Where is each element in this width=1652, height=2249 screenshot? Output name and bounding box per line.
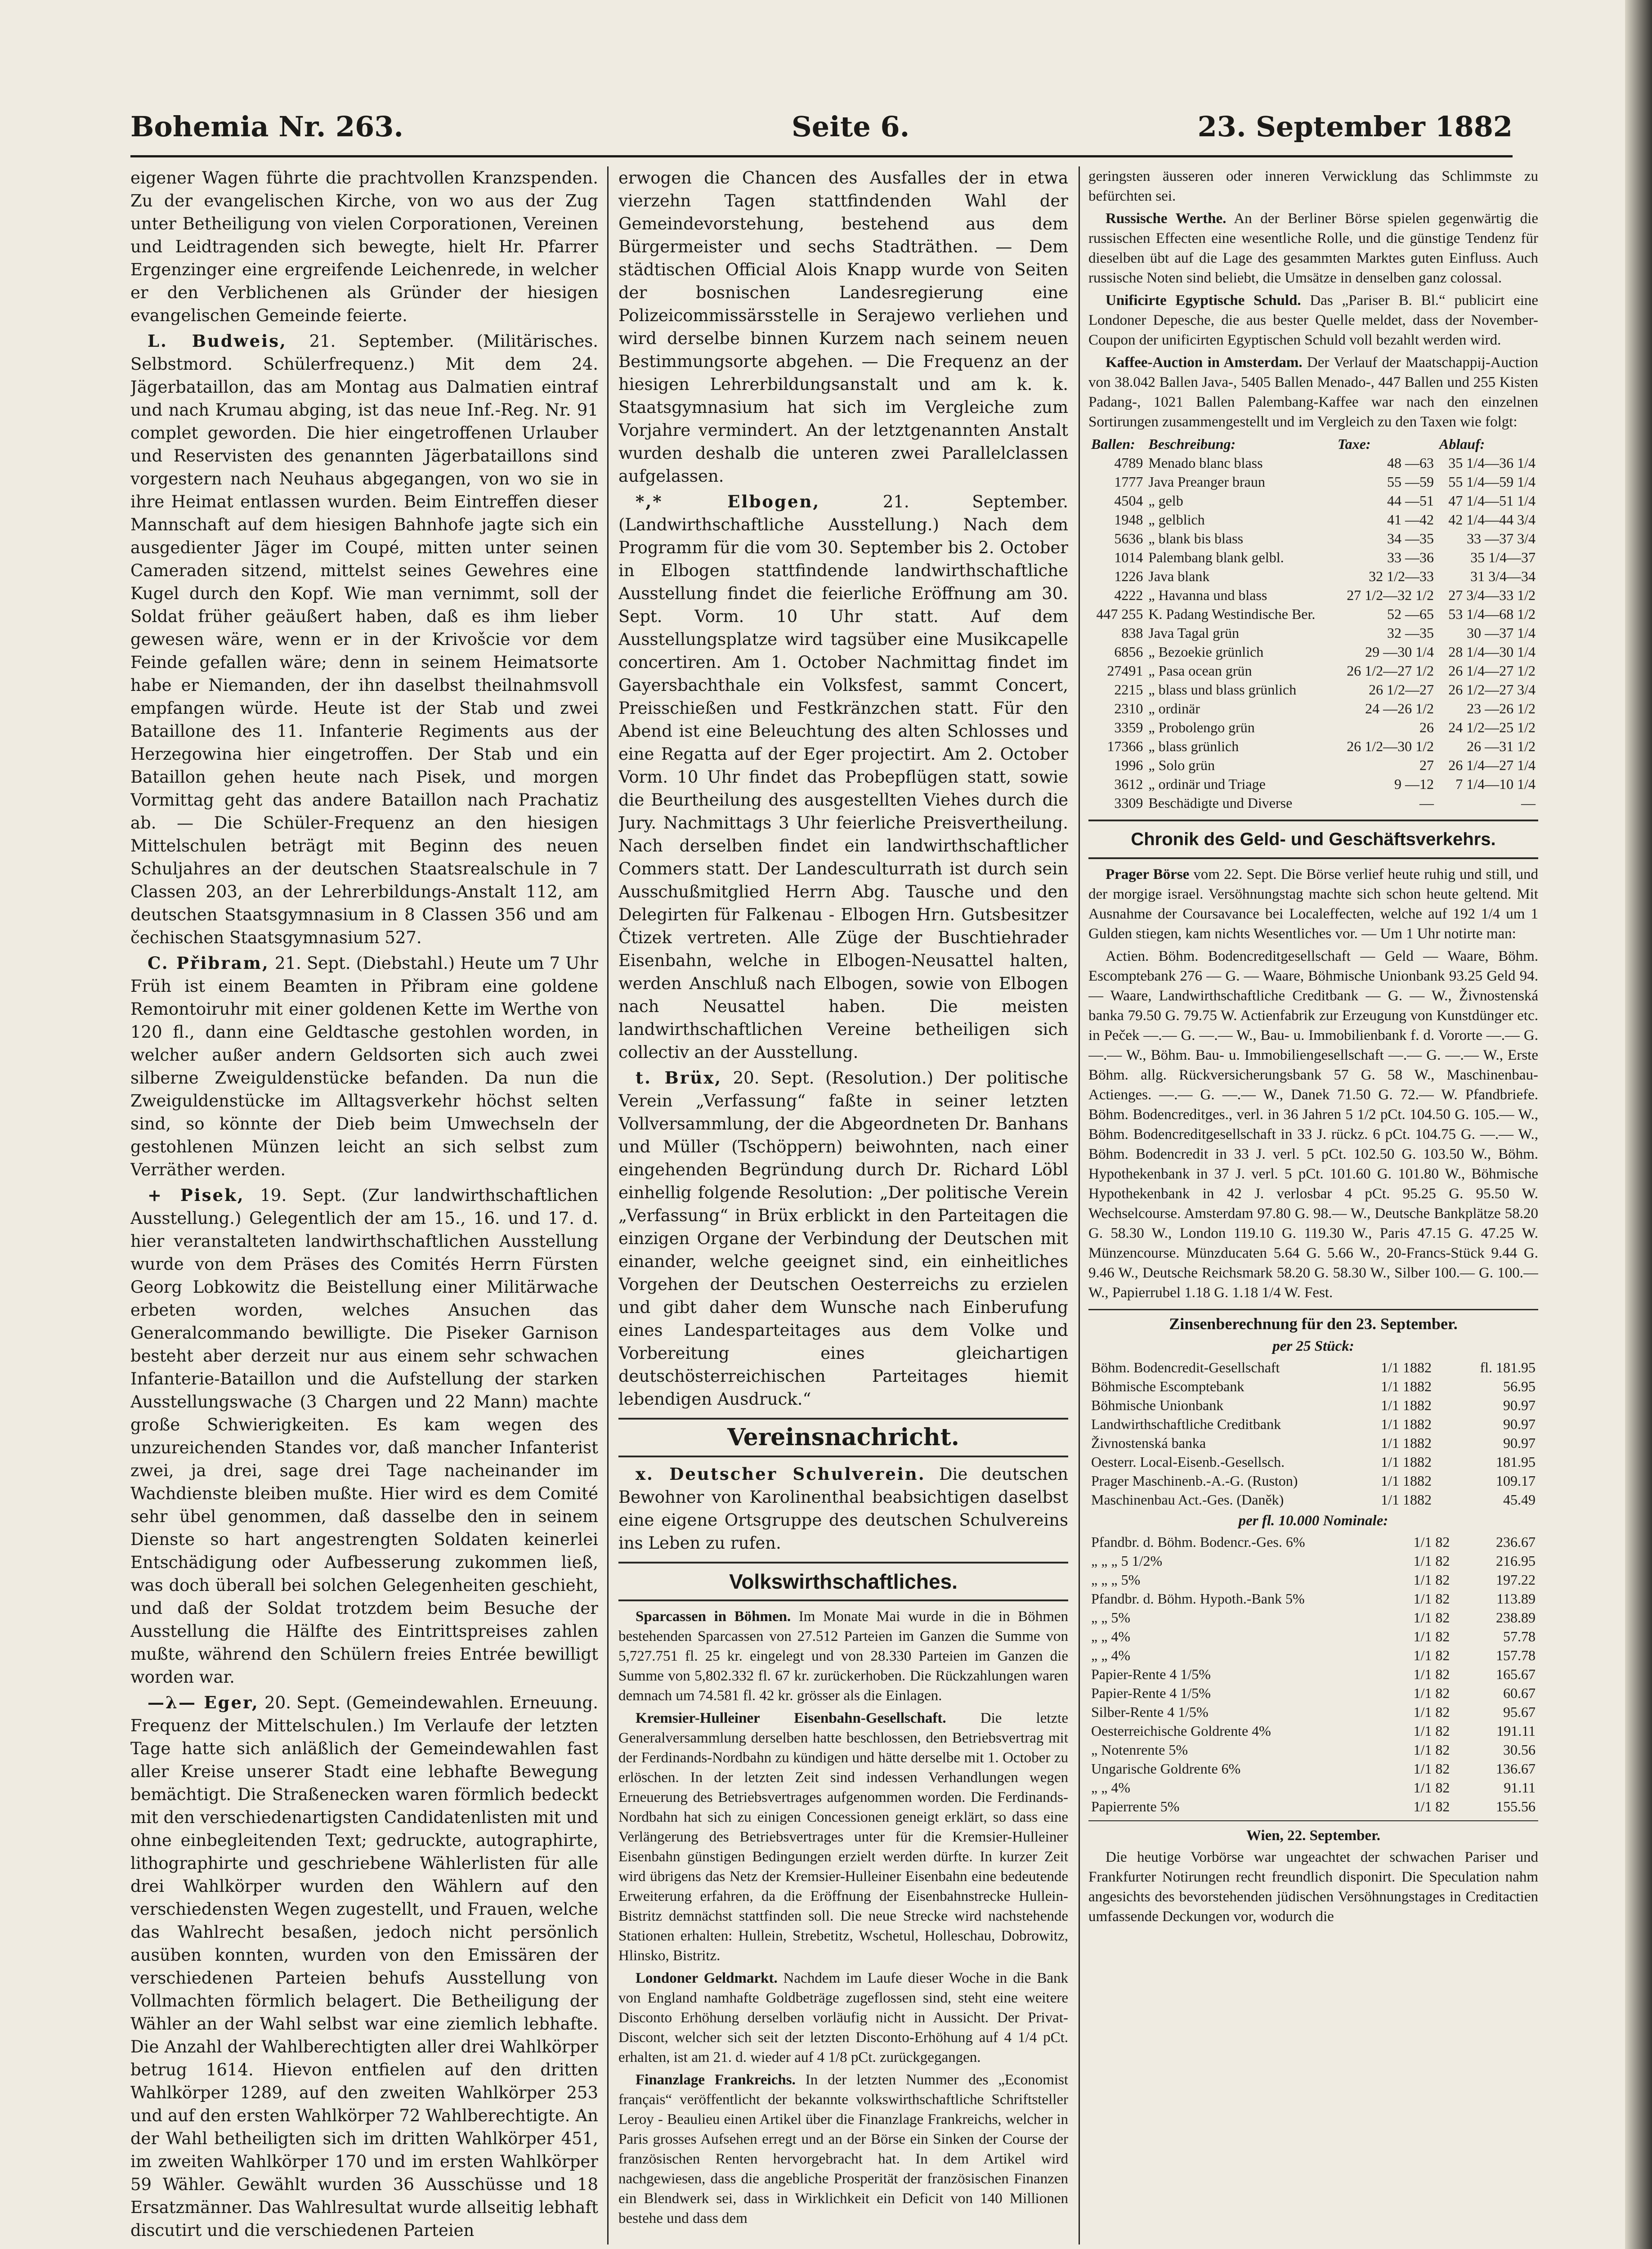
table-cell: 4222 <box>1114 587 1143 603</box>
article-text: Die letzte Generalversammlung derselben hatte beschlossen, den Betriebsvertrag mit der Ferdinands-Nordbahn zu kündigen und hätte derselbe mit 1. October zu erlöschen. In der letzten Zeit sind indessen Verhandlungen wegen Erneuerung des Betriebsvertrages aufgenommen worden. Die Ferdinands-Nordbahn hat sich zu einigen Concessionen geneigt erklärt, so dass eine Verlängerung des Betriebsvertrages unter für die Kremsier-Hulleiner Eisenbahn günstigen Bedingungen erzielt werden dürfte. In kurzer Zeit wird übrigens das Netz der Kremsier-Hulleiner Eisenbahn eine bedeutende Erweiterung erfahren, da die Eröffnung der Eisenbahnstrecke Hullein-Bistritz demnächst stattfinden soll. Die neue Strecke wird nachstehende Stationen erhalten: Hullein, Strebetitz, Wschetul, Holleschau, Dobrowitz, Hlinsko, Bistritz. <box>618 1710 1068 1964</box>
section-title-vereinsnachricht: Vereinsnachricht. <box>618 1418 1068 1457</box>
table-cell: 1996 <box>1114 757 1143 773</box>
table-cell: 30 —37 1/4 <box>1467 625 1536 641</box>
article-text: Nachdem im Laufe dieser Woche in die Bank von England namhafte Goldbeträge zugeflossen sind, steht eine weitere Disconto Erhöhung derselben vorläufig nicht in Aussicht. Der Privat-Discont, welcher sich seit der letzten Disconto-Erhöhung auf 4 1/4 pCt. erhalten, ist am 21. d. wieder auf 4 1/8 pCt. zurückgegangen. <box>618 1970 1068 2065</box>
table-cell: Java Tagal grün <box>1148 625 1239 641</box>
table-row <box>1088 1570 1538 1589</box>
table-cell: 27 1/2—32 1/2 <box>1347 587 1434 603</box>
table-cell: 4789 <box>1114 455 1143 471</box>
table-cell: 55 1/4—59 1/4 <box>1448 474 1536 490</box>
table-cell: „ gelb <box>1148 493 1183 509</box>
article-paragraph <box>618 1968 1068 2067</box>
table-cell: 1/1 82 <box>1413 1742 1450 1758</box>
table-cell: 1/1 1882 <box>1381 1454 1432 1470</box>
interest-calc-title: Zinsenberechnung für den 23. September. <box>1088 1309 1538 1334</box>
table-row <box>1088 1608 1538 1627</box>
table-cell: 197.22 <box>1496 1572 1536 1588</box>
issue-date: 23. September 1882 <box>1197 110 1513 143</box>
article-paragraph <box>130 1691 598 2242</box>
table-row <box>1088 1434 1538 1452</box>
item-title: Russische Werthe. <box>1106 211 1227 227</box>
table-cell: fl. 181.95 <box>1480 1359 1536 1375</box>
dateline: x. Deutscher Schulverein. <box>636 1464 926 1484</box>
article-paragraph: eigener Wagen führte die prachtvollen Kranzspenden. Zu der evangelischen Kirche, von wo aus der Zug unter Betheiligung von vielen Corporationen, Vereinen und Leidtragenden sich bewegte, hielt Hr. Pfarrer Ergenzinger eine ergreifende Leichenrede, in welcher er den Verblichenen als Gründer der hiesigen evangelischen Gemeinde feierte. <box>130 168 598 325</box>
table-row <box>1088 737 1538 756</box>
table-cell: — <box>1419 795 1434 811</box>
table-cell: Böhmische Escomptebank <box>1091 1378 1245 1394</box>
table-cell: 44 —51 <box>1387 493 1434 509</box>
page-edge-shadow <box>1625 0 1652 2249</box>
table-cell: Landwirthschaftliche Creditbank <box>1091 1416 1281 1432</box>
article-paragraph: Actien. Böhm. Bodencreditgesellschaft — Geld — Waare, Böhm. Escomptebank 276 — G. — Waare, Böhmische Unionbank 93.25 Geld 94.— Waare, Landwirthschaftliche Creditbank — G. — W., Živnostenská banka 79.50 G. 79.75 W. Actienfabrik zur Erzeugung von Kunstdünger etc. in Peček —.— G. —.— W., Bau- u. Immobilienbank f. d. Vororte —.— G. —.— W., Böhm. Bau- u. Immobiliengesellschaft —.— G. —.— W., Erste Böhm. allg. Rückversicherungsbank 57 G. 58 W., Maschinenbau-Actienges. —.— G. —.— W., Danek 71.50 G. 72.— W. Pfandbriefe. Böhm. Bodencreditges., verl. in 36 Jahren 5 1/2 pCt. 104.50 G. 105.— W., Böhm. Bodencreditgesellschaft in 33 J. rückz. 6 pCt. 104.75 G. —.— W., Böhm. Bodencredit in 33 J. verl. 5 pCt. 102.50 G. 103.50 W., Böhm. Hypothekenbank in 37 J. verl. 5 pCt. 101.60 G. 101.80 W., Böhmische Hypothekenbank in 42 J. verlosbar 4 pCt. 95.25 G. 95.50 W. Wechselcourse. Amsterdam 97.80 G. 98.— W., Deutsche Bankplätze 58.20 G. 58.30 W., London 119.10 G. 119.30 W., Paris 47.15 G. 47.25 W. Münzencourse. Münzducaten 5.64 G. 5.66 W., 20-Francs-Stück 9.44 G. 9.46 W., Deutsche Reichsmark 58.20 G. 58.30 W., Silber 100.— G. 100.— W., Papierrubel 1.18 G. 1.18 1/4 W. Fest. <box>1088 948 1538 1301</box>
table-cell: Java Preanger braun <box>1148 474 1265 490</box>
table-cell: 35 1/4—37 <box>1470 549 1536 565</box>
table-cell: Palembang blank gelbl. <box>1148 549 1284 565</box>
table-cell: 1/1 1882 <box>1381 1416 1432 1432</box>
table-header-row <box>1088 435 1538 453</box>
table-cell: 181.95 <box>1496 1454 1536 1470</box>
table-cell: 45.49 <box>1503 1492 1536 1508</box>
table-cell: 1/1 82 <box>1413 1666 1450 1682</box>
article-paragraph <box>1088 209 1538 288</box>
paper-title: Bohemia Nr. 263. <box>130 110 404 143</box>
table-row <box>1088 1684 1538 1702</box>
column-1 <box>130 166 598 2249</box>
dateline: L. Budweis, <box>148 331 287 351</box>
table-cell: Živnostenská banka <box>1091 1435 1206 1451</box>
table-row <box>1088 1702 1538 1721</box>
table-cell: 165.67 <box>1496 1666 1536 1682</box>
table-cell: 1/1 1882 <box>1381 1492 1432 1508</box>
table-cell: 6856 <box>1114 644 1143 660</box>
table-row <box>1088 1721 1538 1740</box>
table-cell: 33 —36 <box>1387 549 1434 565</box>
table-row <box>1088 1532 1538 1551</box>
article-paragraph <box>130 952 598 1181</box>
article-paragraph <box>618 1066 1068 1411</box>
table-cell: „ „ „ 5% <box>1091 1572 1141 1588</box>
table-cell: 26 1/4—27 1/2 <box>1448 663 1536 679</box>
table-cell: 1/1 82 <box>1413 1647 1450 1663</box>
table-row <box>1088 529 1538 548</box>
table-cell: 60.67 <box>1503 1685 1536 1701</box>
table-cell: 52 —65 <box>1387 606 1434 622</box>
table-cell: 26 <box>1419 719 1434 735</box>
article-text: Die deutschen Bewohner von Karolinenthal beabsichtigen daselbst eine eigene Ortsgruppe des deutschen Schulvereins ins Leben zu rufen. <box>618 1465 1068 1553</box>
table-cell: 32 —35 <box>1387 625 1434 641</box>
coffee-table-body <box>1088 453 1538 812</box>
table-cell: 447 255 <box>1096 606 1143 622</box>
table-cell: 1777 <box>1114 474 1143 490</box>
table-cell: 90.97 <box>1503 1416 1536 1432</box>
table-cell: 1/1 82 <box>1413 1590 1450 1607</box>
article-text: 21. September. (Militärisches. Selbstmord. Schülerfrequenz.) Mit dem 24. Jägerbataillon, das am Montag aus Dalmatien eintraf und nach Krumau abging, ist das neue Inf.-Reg. Nr. 91 complet geworden. Die hier eingetroffenen Urlauber und Reservisten des genannten Jägerbataillons sind vorgestern nach Neuhaus abgegangen, von wo sie in ihre Heimat entlassen wurden. Beim Eintreffen dieser Mannschaft auf dem hiesigen Bahnhofe jagte sich ein ausgedienter Jäger im Coupé, mitten unter seinen Cameraden sitzend, mittelst seines Gewehres eine Kugel durch den Kopf. Wie man vernimmt, soll der Soldat früher geäußert haben, daß es ihm lieber gewesen wäre, wenn er in der Krivošcie vor dem Feinde gefallen wäre; denn in seinem Heimatsorte habe er Niemanden, der ihn daselbst theilnahmsvoll empfangen würde. Heute ist der Stab und zwei Bataillone des 11. Infanterie Regiments aus der Herzegowina hier eingetroffen. Der Stab und ein Bataillon gehen heute nach Pisek, und morgen Vormittag geht das andere Bataillon nach Prachatiz ab. — Die Schüler-Frequenz an den hiesigen Mittelschulen beträgt mit Beginn des neuen Schuljahres an der deutschen Staatsrealschule in 7 Classen 203, an der Lehrerbildungs-Anstalt 112, am deutschen Staatsgymnasium in 8 Classen 356 und am čechischen Staatsgymnasium 527. <box>130 332 598 947</box>
table-row <box>1088 605 1538 623</box>
table-cell: 56.95 <box>1503 1378 1536 1394</box>
article-paragraph <box>130 1184 598 1689</box>
table-cell: 155.56 <box>1496 1798 1536 1814</box>
article-paragraph: Die heutige Vorbörse war ungeachtet der schwachen Pariser und Frankfurter Notirungen recht freundlich disponirt. Die Speculation nahm angesichts des bevorstehenden jüdischen Versöhnungstages in Creditactien umfassende Deckungen vor, wodurch die <box>1088 1849 1538 1925</box>
table-cell: 1/1 82 <box>1413 1628 1450 1644</box>
table-cell: 136.67 <box>1496 1761 1536 1777</box>
table-cell: 90.97 <box>1503 1397 1536 1413</box>
dateline: C. Přibram, <box>148 953 269 973</box>
table-cell: „ „ 4% <box>1091 1628 1131 1644</box>
table-row <box>1088 661 1538 680</box>
table-cell: 5636 <box>1114 530 1143 547</box>
table-row <box>1088 1358 1538 1377</box>
table-cell: Ungarische Goldrente 6% <box>1091 1761 1241 1777</box>
table-row <box>1088 718 1538 737</box>
table-cell: „ gelblich <box>1148 511 1205 528</box>
table-cell: 53 1/4—68 1/2 <box>1448 606 1536 622</box>
table-cell: Papier-Rente 4 1/5% <box>1091 1666 1211 1682</box>
table-cell: 1/1 82 <box>1413 1798 1450 1814</box>
table-row <box>1088 1646 1538 1665</box>
table-cell: 95.67 <box>1503 1704 1536 1720</box>
table-row <box>1088 586 1538 605</box>
table-cell: 157.78 <box>1496 1647 1536 1663</box>
table-cell: 26 —31 1/2 <box>1467 738 1536 754</box>
article-paragraph <box>1088 291 1538 350</box>
table-cell: Pfandbr. d. Böhm. Bodencr.-Ges. 6% <box>1091 1534 1305 1550</box>
table-cell: 17366 <box>1107 738 1143 754</box>
table-cell: — <box>1521 795 1536 811</box>
table-cell: 23 —26 1/2 <box>1467 700 1536 717</box>
table-cell: 26 1/2—30 1/2 <box>1347 738 1434 754</box>
table-cell: Böhmische Unionbank <box>1091 1397 1224 1413</box>
table-cell: Pfandbr. d. Böhm. Hypoth.-Bank 5% <box>1091 1590 1305 1607</box>
table-cell: 24 1/2—25 1/2 <box>1448 719 1536 735</box>
table-cell: Papier-Rente 4 1/5% <box>1091 1685 1211 1701</box>
item-title: Kremsier-Hulleiner Eisenbahn-Gesellschaft. <box>636 1710 946 1726</box>
article-text: Das „Pariser B. Bl.“ publicirt eine Londoner Depesche, die aus bester Quelle meldet, dass der November-Coupon der unificirten Egyptischen Schuld voll bezahlt werden wird. <box>1088 292 1538 348</box>
article-paragraph <box>618 1463 1068 1555</box>
table-row <box>1088 1396 1538 1415</box>
table-cell: 28 1/4—30 1/4 <box>1448 644 1536 660</box>
article-paragraph <box>1088 865 1538 944</box>
table-cell: 35 1/4—36 1/4 <box>1448 455 1536 471</box>
article-paragraph <box>618 1708 1068 1966</box>
interest-calc-subtitle: per 25 Stück: <box>1272 1338 1354 1354</box>
table-row <box>1088 775 1538 793</box>
table-cell: Böhm. Bodencredit-Gesellschaft <box>1091 1359 1280 1375</box>
article-paragraph <box>618 490 1068 1064</box>
table-cell: „ Notenrente 5% <box>1091 1742 1188 1758</box>
table-cell: 26 1/2—27 <box>1369 681 1434 698</box>
table-cell: 27 <box>1419 757 1434 773</box>
table-cell: 47 1/4—51 1/4 <box>1448 493 1536 509</box>
table-cell: „ blass und blass grünlich <box>1148 681 1297 698</box>
page-number: Seite 6. <box>792 110 910 143</box>
vienna-report-title: Wien, 22. September. <box>1246 1828 1380 1844</box>
table-cell: 41 —42 <box>1387 511 1434 528</box>
table-cell: 33 —37 3/4 <box>1467 530 1536 547</box>
interest-table-bonds <box>1088 1532 1538 1816</box>
table-cell: 109.17 <box>1496 1473 1536 1489</box>
table-cell: „ blank bis blass <box>1148 530 1244 547</box>
table-cell: 1/1 82 <box>1413 1779 1450 1796</box>
table-cell: 32 1/2—33 <box>1369 568 1434 584</box>
article-text: vom 22. Sept. Die Börse verlief heute ruhig und still, und der morgige israel. Versöhnungstag machte sich schon heute geltend. Mit Ausnahme der Coursavance bei Localeffecten, welche auf 192 1/4 um 1 Gulden stiegen, kam nichts Wesentliches vor. — Um 1 Uhr notirte man: <box>1088 866 1538 942</box>
article-text: Der Verlauf der Maatschappij-Auction von 38.042 Ballen Java-, 5405 Ballen Menado-, 447 Ballen und 255 Kisten Padang-, 1021 Ballen Palembang-Kaffee war nach den einzelnen Sortirungen zusammengestellt und im Vergleich zu den Taxen wie folgt: <box>1088 354 1538 430</box>
table-row <box>1088 1415 1538 1434</box>
table-cell: 55 —59 <box>1387 474 1434 490</box>
table-header-cell: Taxe: <box>1338 436 1371 452</box>
table-cell: 113.89 <box>1496 1590 1536 1607</box>
table-cell: 1/1 82 <box>1413 1572 1450 1588</box>
table-cell: 9 —12 <box>1394 776 1434 792</box>
table-cell: 27 3/4—33 1/2 <box>1448 587 1536 603</box>
table-cell: 1/1 82 <box>1413 1553 1450 1569</box>
interest-table-body <box>1088 1358 1538 1509</box>
table-cell: 216.95 <box>1496 1553 1536 1569</box>
table-row <box>1088 1490 1538 1509</box>
table-cell: 1/1 1882 <box>1381 1473 1432 1489</box>
section-title-chronik: Chronik des Geld- und Geschäftsverkehrs. <box>1088 820 1538 859</box>
table-header-cell: Ablauf: <box>1439 436 1485 452</box>
table-cell: „ Pasa ocean grün <box>1148 663 1252 679</box>
table-cell: 90.97 <box>1503 1435 1536 1451</box>
item-title: Londoner Geldmarkt. <box>636 1970 778 1986</box>
table-cell: 1/1 1882 <box>1381 1397 1432 1413</box>
table-cell: 27491 <box>1107 663 1143 679</box>
table-cell: „ „ 4% <box>1091 1647 1131 1663</box>
table-row <box>1088 1778 1538 1797</box>
table-cell: Oesterreichische Goldrente 4% <box>1091 1723 1271 1739</box>
item-title: Unificirte Egyptische Schuld. <box>1106 292 1301 309</box>
table-cell: 34 —35 <box>1387 530 1434 547</box>
table-cell: „ Bezoekie grünlich <box>1148 644 1264 660</box>
table-cell: 1/1 82 <box>1413 1609 1450 1626</box>
table-cell: Papierrente 5% <box>1091 1798 1180 1814</box>
table-cell: 838 <box>1121 625 1143 641</box>
table-cell: 7 1/4—10 1/4 <box>1455 776 1536 792</box>
table-cell: „ „ „ 5 1/2% <box>1091 1553 1163 1569</box>
table-cell: 26 1/4—27 1/4 <box>1448 757 1536 773</box>
coffee-auction-table <box>1088 435 1538 812</box>
article-text: Im Monate Mai wurde in die in Böhmen bestehenden Sparcassen von 27.512 Parteien im Ganzen die Summe von 5,727.751 fl. 25 kr. eingelegt und von 28.330 Parteien im Ganzen die Summe von 5,802.332 fl. 67 kr. zurückerhoben. Die Rückzahlungen waren demnach um 74.581 fl. 42 kr. grösser als die Einlagen. <box>618 1608 1068 1704</box>
article-text: 20. Sept. (Resolution.) Der politische Verein „Verfassung“ faßte in seiner letzten Vollversammlung, der die Abgeordneten Dr. Banhans und Müller (Tschöppern) beiwohnten, nach einer eingehenden Begründung durch Dr. Richard Löbl einhellig folgende Resolution: „Der politische Verein „Verfassung“ in Brüx erblickt in den Parteitagen die einzigen Organe der Verbindung der Deutschen mit einander, welche geeignet sind, ein einheitliches Vorgehen der Deutschen Oesterreichs zu erzielen und gibt daher dem Wunsche nach Einberufung eines Landesparteitages aus dem Volke und Vorbereitung eines gleichartigen deutschösterreichischen Parteitages hiemit lebendigen Ausdruck.“ <box>618 1068 1068 1409</box>
table-cell: 3359 <box>1114 719 1143 735</box>
item-title: Finanzlage Frankreichs. <box>636 2072 796 2088</box>
table-cell: „ Havanna und blass <box>1148 587 1267 603</box>
table-cell: 1/1 82 <box>1413 1761 1450 1777</box>
table-row <box>1088 1551 1538 1570</box>
table-cell: Menado blanc blass <box>1148 455 1263 471</box>
table-row <box>1088 567 1538 586</box>
table-cell: 2215 <box>1114 681 1143 698</box>
table-row <box>1088 1452 1538 1471</box>
article-text: An der Berliner Börse spielen gegenwärtig die russischen Effecten eine wesentliche Rolle, und die günstige Tendenz für dieselben übt auf die Lage des gesammten Marktes guten Einfluss. Auch russische Noten sind beliebt, die Umsätze in denselben ganz colossal. <box>1088 211 1538 286</box>
table-row <box>1088 548 1538 567</box>
dateline: + Pisek, <box>148 1185 245 1205</box>
item-title: Prager Börse <box>1106 866 1190 883</box>
table-cell: 1/1 82 <box>1413 1534 1450 1550</box>
dateline: t. Brüx, <box>636 1068 722 1088</box>
interest-calc-subtitle: per fl. 10.000 Nominale: <box>1238 1513 1388 1529</box>
table-row <box>1088 1377 1538 1396</box>
table-row <box>1088 1797 1538 1816</box>
table-row <box>1088 510 1538 529</box>
table-cell: „ „ 4% <box>1091 1779 1131 1796</box>
table-cell: 236.67 <box>1496 1534 1536 1550</box>
table-row <box>1088 680 1538 699</box>
table-cell: 238.89 <box>1496 1609 1536 1626</box>
table-row <box>1088 793 1538 812</box>
interest-table-shares <box>1088 1358 1538 1509</box>
item-title: Kaffee-Auction in Amsterdam. <box>1106 354 1303 371</box>
page-header <box>130 101 1513 151</box>
column-divider <box>1079 166 1080 2245</box>
article-text: In der letzten Nummer des „Economist français“ veröffentlicht der bekannte volkswirthschaftliche Schriftsteller Leroy - Beaulieu einen Artikel über die Finanzlage Frankreichs, welcher in Paris grosses Aufsehen erregt und an der Börse ein Sinken der Course der französischen Renten hervorgebracht hat. In dem Artikel wird nachgewiesen, dass die angebliche Prosperität der französischen Finanzen ein Blendwerk sei, dass in Wirklichkeit ein Deficit von 140 Millionen bestehe und dass dem <box>618 2072 1068 2227</box>
table-row <box>1088 1740 1538 1759</box>
table-cell: K. Padang Westindische Ber. <box>1148 606 1316 622</box>
table-cell: 29 —30 1/4 <box>1365 644 1434 660</box>
article-paragraph <box>130 330 598 949</box>
table-cell: Silber-Rente 4 1/5% <box>1091 1704 1209 1720</box>
table-cell: 57.78 <box>1503 1628 1536 1644</box>
table-row <box>1088 1471 1538 1490</box>
table-cell: Maschinenbau Act.-Ges. (Daněk) <box>1091 1492 1284 1508</box>
table-cell: 1/1 1882 <box>1381 1378 1432 1394</box>
table-cell: 2310 <box>1114 700 1143 717</box>
article-paragraph: erwogen die Chancen des Ausfalles der in etwa vierzehn Tagen stattfindenden Wahl der Gemeindevorstehung, bestehend aus dem Bürgermeister und sechs Stadträthen. — Dem städtischen Official Alois Knapp wurde von Seiten der bosnischen Landesregierung eine Polizeicommissärsstelle in Serajewo verliehen und wird derselbe binnen Kurzem nach seinem neuen Bestimmungsorte abgehen. — Die Frequenz an der hiesigen Lehrerbildungsanstalt und am k. k. Staatsgymnasium hat sich im Vergleiche zum Vorjahre vermindert. An der letztgenannten Anstalt wurden deshalb die unteren zwei Parallelclassen aufgelassen. <box>618 168 1068 486</box>
table-cell: 1/1 1882 <box>1381 1359 1432 1375</box>
divider <box>1088 1820 1538 1821</box>
table-cell: 3612 <box>1114 776 1143 792</box>
table-row <box>1088 1759 1538 1778</box>
table-cell: Beschädigte und Diverse <box>1148 795 1293 811</box>
article-text: 20. Sept. (Gemeindewahlen. Erneuung. Frequenz der Mittelschulen.) Im Verlaufe der letzten Tage hatte sich anläßlich der Gemeindewahlen fast aller Kreise unserer Stadt eine lebhafte Bewegung bemächtigt. Die Straßenecken waren förmlich bedeckt mit den verschiedenartigsten Candidatenlisten mit und ohne einbegleitenden Text; gedruckte, autographirte, lithographirte und geschriebene Wählerlisten für alle drei Wahlkörper wurden den Wählern auf den verschiedensten Wegen zugestellt, und Frauen, welche das Wahlrecht besaßen, jedoch nicht persönlich ausüben konnten, wurden von den Emissären der verschiedenen Parteien behufs Ausstellung von Vollmachten förmlich belagert. Die Betheiligung der Wähler an der Wahl selbst war eine ziemlich lebhafte. Die Anzahl der Wahlberechtigten aller drei Wahlkörper betrug 1614. Hievon entfielen auf den dritten Wahlkörper 1289, auf den zweiten Wahlkörper 253 und auf den ersten Wahlkörper 72 Wahlberechtigte. An der Wahl betheiligten sich im dritten Wahlkörper 451, im zweiten Wahlkörper 170 und im ersten Wahlkörper 59 Wähler. Gewählt wurden 36 Ausschüsse und 18 Ersatzmänner. Das Wahlresultat wurde allseitig lebhaft discutirt und die verschiedenen Parteien <box>130 1693 598 2240</box>
column-3 <box>1088 166 1538 2249</box>
section-title-volkswirthschaftliches: Volkswirthschaftliches. <box>618 1562 1068 1601</box>
article-paragraph <box>1088 353 1538 432</box>
table-cell: 42 1/4—44 3/4 <box>1448 511 1536 528</box>
table-cell: 191.11 <box>1496 1723 1536 1739</box>
table-cell: Java blank <box>1148 568 1210 584</box>
header-rule <box>130 155 1513 157</box>
table-cell: „ ordinär <box>1148 700 1200 717</box>
table-cell: „ Solo grün <box>1148 757 1215 773</box>
table-row <box>1088 756 1538 775</box>
table-cell: 1/1 82 <box>1413 1704 1450 1720</box>
table-cell: 30.56 <box>1503 1742 1536 1758</box>
article-text: 21. September. (Landwirthschaftliche Ausstellung.) Nach dem Programm für die vom 30. September bis 2. October in Elbogen stattfindende landwirthschaftliche Ausstellung findet die feierliche Eröffnung am 30. Sept. Vorm. 10 Uhr statt. Auf dem Ausstellungsplatze wird tagsüber eine Musikcapelle concertiren. Am 1. October Nachmittag findet im Gayersbachthale ein Volksfest, sammt Concert, Preisschießen und Festkränzchen statt. Für den Abend ist eine Beleuchtung des alten Schlosses und eine Regatta auf der Eger projectirt. Am 2. October Vorm. 10 Uhr findet das Probepflügen statt, sowie die Beurtheilung des ausgestellten Viehes durch die Jury. Nachmittags 3 Uhr feierliche Preisvertheilung. Nach derselben findet ein landwirthschaftlicher Commers statt. Der Landesculturrath ist durch sein Ausschußmitglied Herrn Abg. Tausche und den Delegirten für Falkenau - Elbogen Hrn. Gutsbesitzer Čtizek vertreten. Alle Züge der Buschtiehrader Eisenbahn, welche in Elbogen-Neusattel halten, werden Anschluß nach Elbogen, sowie von Elbogen nach Neusattel haben. Die meisten landwirthschaftlichen Vereine betheiligen sich collectiv an der Ausstellung. <box>618 492 1068 1062</box>
table-cell: „ Probolengo grün <box>1148 719 1255 735</box>
table-row <box>1088 623 1538 642</box>
table-cell: 1/1 82 <box>1413 1685 1450 1701</box>
dateline: —λ— Eger, <box>148 1693 259 1712</box>
table-cell: Prager Maschinenb.-A.-G. (Ruston) <box>1091 1473 1298 1489</box>
table-row <box>1088 699 1538 718</box>
table-cell: 91.11 <box>1504 1779 1536 1796</box>
table-cell: „ blass grünlich <box>1148 738 1239 754</box>
table-cell: 1226 <box>1114 568 1143 584</box>
table-cell: 1/1 82 <box>1413 1723 1450 1739</box>
table-cell: 4504 <box>1114 493 1143 509</box>
article-text: 21. Sept. (Diebstahl.) Heute um 7 Uhr Früh ist einem Beamten in Přibram eine goldene Remontoiruhr mit einer goldenen Kette im Werthe von 120 fl., dann eine Geldtasche gestohlen worden, in welcher außer andern Geldsorten sich auch zwei silberne Zweiguldenstücke befanden. Da nun die Zweiguldenstücke im Alltagsverkehr höchst selten sind, so könnte der Dieb beim Umwechseln der gestohlenen Münzen leicht an sich selbst zum Verräther werden. <box>130 954 598 1179</box>
table-header-cell: Beschreibung: <box>1148 436 1236 452</box>
table-cell: 26 1/2—27 1/2 <box>1347 663 1434 679</box>
table-header-cell: Ballen: <box>1091 436 1135 452</box>
table-cell: 31 3/4—34 <box>1470 568 1536 584</box>
table-cell: 1014 <box>1114 549 1143 565</box>
table-cell: „ ordinär und Triage <box>1148 776 1266 792</box>
article-paragraph <box>618 1607 1068 1706</box>
table-row <box>1088 491 1538 510</box>
table-row <box>1088 642 1538 661</box>
table-cell: Oesterr. Local-Eisenb.-Gesellsch. <box>1091 1454 1285 1470</box>
table-row <box>1088 453 1538 472</box>
dateline: *,* Elbogen, <box>636 492 820 511</box>
column-divider <box>607 166 609 2245</box>
interest-table-body <box>1088 1532 1538 1816</box>
item-title: Sparcassen in Böhmen. <box>636 1608 791 1625</box>
table-row <box>1088 1627 1538 1646</box>
table-row <box>1088 1589 1538 1608</box>
table-cell: 1/1 1882 <box>1381 1435 1432 1451</box>
table-cell: 3309 <box>1114 795 1143 811</box>
article-paragraph <box>618 2070 1068 2228</box>
table-cell: 48 —63 <box>1387 455 1434 471</box>
table-cell: „ „ 5% <box>1091 1609 1131 1626</box>
table-cell: 1948 <box>1114 511 1143 528</box>
table-row <box>1088 1665 1538 1684</box>
table-cell: 24 —26 1/2 <box>1365 700 1434 717</box>
table-row <box>1088 472 1538 491</box>
article-paragraph: geringsten äusseren oder inneren Verwicklung das Schlimmste zu befürchten sei. <box>1088 168 1538 204</box>
column-2 <box>618 166 1068 2249</box>
table-cell: 26 1/2—27 3/4 <box>1448 681 1536 698</box>
article-text: 19. Sept. (Zur landwirthschaftlichen Ausstellung.) Gelegentlich der am 15., 16. und 17. d. hier veranstalteten landwirthschaftlichen Ausstellung wurde von dem Präses des Comités Herrn Fürsten Georg Lobkowitz die Beistellung einer Militärwache erbeten worden, welches Ansuchen das Generalcommando bewilligte. Die Piseker Garnison besteht aber derzeit nur aus einem sehr schwachen Infanterie-Bataillon und die Aufstellung der starken Ausstellungswache (3 Chargen und 22 Mann) machte große Schwierigkeiten. Es kam wegen des unzureichenden Standes vor, daß mancher Infanterist zwei, ja drei, sage drei Tage nacheinander im Wachdienste bleiben mußte. Hier wird es dem Comité sehr übel genommen, daß dasselbe den in seinem Dienste so hart angestrengten Soldaten keinerlei Entschädigung oder Aufbesserung zukommen ließ, was doch überall bei solchen Gelegenheiten geschieht, und daß der Soldat trotzdem beim Besuche der Ausstellung die Hälfte des Eintrittspreises zahlen mußte, während den Schülern freies Entrée bewilligt worden war. <box>130 1186 598 1687</box>
